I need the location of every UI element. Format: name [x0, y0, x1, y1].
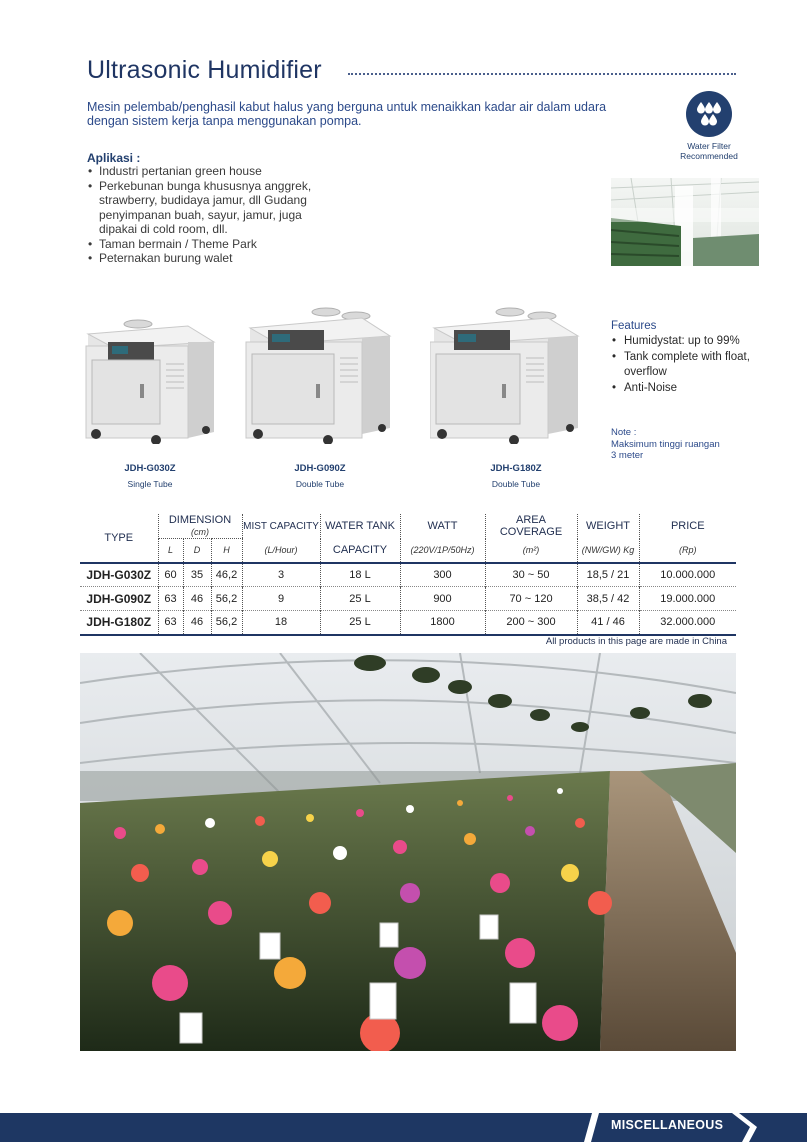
- aplikasi-list: [87, 164, 337, 266]
- greenhouse-mist-photo: [611, 178, 759, 266]
- product-model: JDH-G180Z: [490, 463, 542, 474]
- header-watt-unit: (220V/1P/50Hz): [400, 539, 485, 563]
- product-tube-type: Double Tube: [295, 479, 345, 489]
- product-tube-type: Single Tube: [127, 479, 173, 489]
- list-item: • Perkebunan bunga khususnya anggrek, strawberry, budidaya jamur, dll Gudang penyimpanan buah, sayur, jamur, juga dipakai di cold room, dll.: [87, 179, 337, 237]
- table-row: JDH-G180Z 63 46 56,2 18 25 L 1800 200 ~ 300 41 / 46 32.000.000: [80, 611, 736, 635]
- product-image-jdh-g030z: [80, 312, 220, 444]
- made-in-note: All products in this page are made in China: [545, 636, 727, 647]
- product-model: JDH-G030Z: [124, 463, 176, 474]
- header-dim-h: H: [211, 539, 242, 563]
- header-dim-l: L: [158, 539, 183, 563]
- header-mist-unit: (L/Hour): [242, 539, 320, 563]
- header-weight: WEIGHT: [577, 514, 639, 539]
- header-dimension: DIMENSION (cm): [158, 514, 242, 539]
- product-model: JDH-G090Z: [294, 463, 346, 474]
- header-dim-d: D: [183, 539, 211, 563]
- header-price: PRICE: [639, 514, 736, 539]
- list-item: • Tank complete with float, overflow: [611, 350, 781, 381]
- header-weight-unit: (NW/GW) Kg: [577, 539, 639, 563]
- list-item: • Anti-Noise: [611, 381, 781, 397]
- features-list: [611, 334, 781, 396]
- note: Note : Maksimum tinggi ruangan 3 meter: [611, 427, 720, 461]
- list-item: • Humidystat: up to 99%: [611, 334, 781, 350]
- header-area-unit: (m²): [485, 539, 577, 563]
- greenhouse-flowers-photo: [80, 653, 736, 1051]
- header-watt: WATT: [400, 514, 485, 539]
- aplikasi-title: Aplikasi :: [87, 151, 141, 165]
- table-row: JDH-G090Z 63 46 56,2 9 25 L 900 70 ~ 120 38,5 / 42 19.000.000: [80, 587, 736, 611]
- product-tube-type: Double Tube: [491, 479, 541, 489]
- header-type: TYPE: [104, 531, 134, 544]
- page-title: Ultrasonic Humidifier: [87, 56, 322, 84]
- intro-paragraph: Mesin pelembab/penghasil kabut halus yang berguna untuk menaikkan kadar air dalam udara dengan sistem kerja tanpa menggunakan pompa.: [87, 100, 607, 128]
- list-item: • Industri pertanian green house: [87, 164, 337, 179]
- product-image-jdh-g180z: [430, 302, 580, 444]
- spec-table: [80, 514, 736, 636]
- header-tank-2: CAPACITY: [320, 539, 400, 563]
- water-filter-badge: [686, 91, 732, 137]
- footer-section-label: MISCELLANEOUS: [611, 1118, 724, 1132]
- water-drops-icon: [686, 91, 732, 137]
- header-area: AREA COVERAGE: [485, 514, 577, 539]
- header-mist: MIST CAPACITY: [242, 514, 320, 539]
- table-row: JDH-G030Z 60 35 46,2 3 18 L 300 30 ~ 50 18,5 / 21 10.000.000: [80, 563, 736, 587]
- title-dotted-rule: [348, 73, 736, 75]
- water-filter-label: Water Filter Recommended: [680, 141, 738, 161]
- header-tank: WATER TANK: [320, 514, 400, 539]
- features-title: Features: [611, 320, 657, 332]
- list-item: • Peternakan burung walet: [87, 251, 337, 266]
- product-image-jdh-g090z: [244, 302, 394, 444]
- list-item: • Taman bermain / Theme Park: [87, 237, 337, 252]
- header-price-unit: (Rp): [639, 539, 736, 563]
